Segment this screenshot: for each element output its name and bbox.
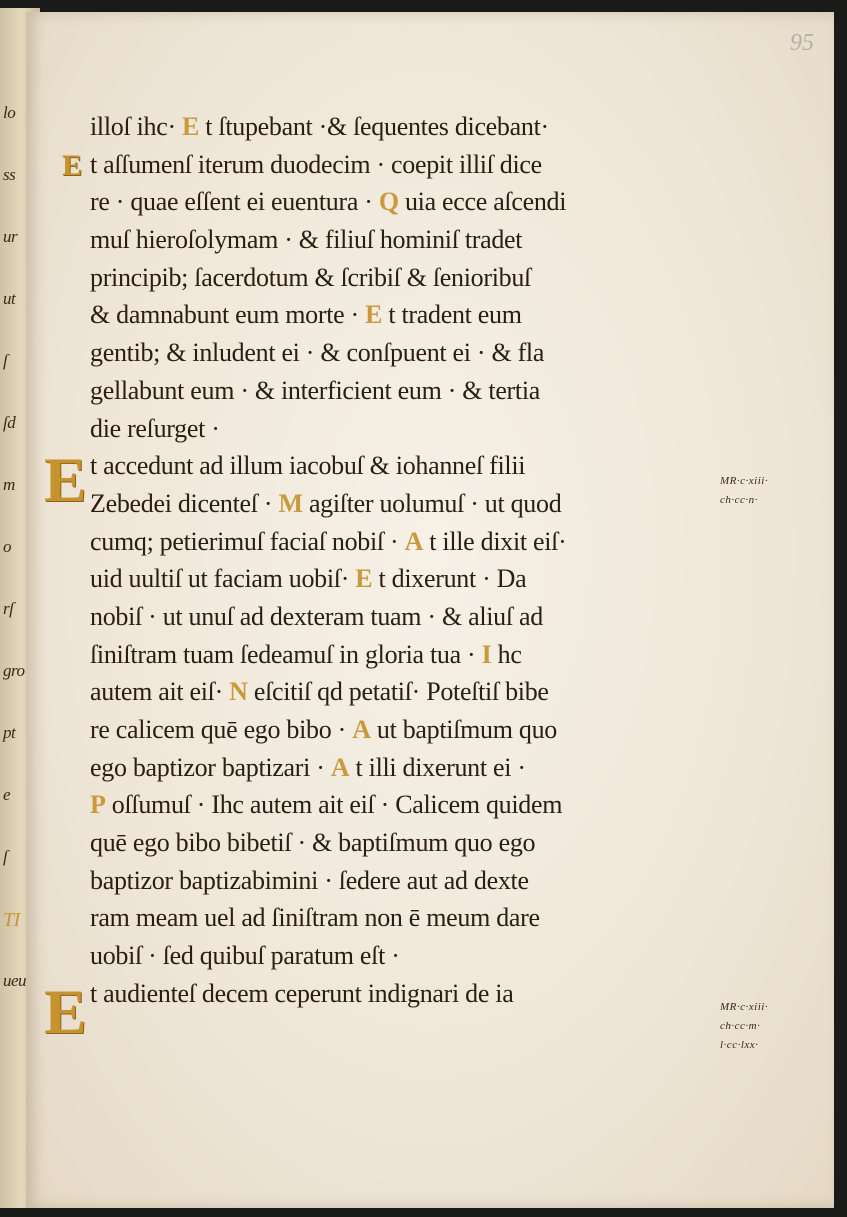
line-text: ſiniſtram tuam ſedeamuſ in gloria tua · [90, 639, 476, 669]
line-text: re · quae eſſent ei euentura · [90, 187, 373, 217]
prev-page-fragment: gro [3, 661, 25, 680]
gold-initial: A [404, 526, 424, 556]
line-text: t audienteſ decem ceperunt indignari de ia [90, 978, 514, 1008]
prev-page-fragment: ut [3, 289, 16, 308]
marginal-note-line: l·cc·lxx· [720, 1039, 759, 1051]
manuscript-line [90, 334, 690, 372]
marginal-note-line: ch·cc·n· [720, 494, 758, 506]
text-block [90, 108, 690, 1013]
line-text: t tradent eum [388, 300, 522, 330]
prev-page-fragment: e [3, 785, 11, 804]
manuscript-line [90, 372, 690, 410]
gold-initial: A [352, 715, 371, 744]
prev-page-fragment: ſ [3, 847, 8, 866]
manuscript-line [90, 221, 690, 259]
line-text: hc [497, 639, 522, 669]
manuscript-line [90, 975, 690, 1013]
line-text: autem ait eiſ· [90, 677, 223, 707]
gold-initial: E [355, 564, 373, 594]
line-text: t ſtupebant ·& ſequentes dicebant· [205, 112, 549, 141]
manuscript-line [90, 899, 690, 937]
line-text: eſcitiſ qd petatiſ· Poteſtiſ bibe [253, 677, 549, 707]
manuscript-line [90, 786, 690, 824]
line-text: principib; ſacerdotum & ſcribiſ & ſenioribuſ [90, 262, 531, 292]
prev-page-fragment: ſ [3, 351, 8, 370]
gold-initial: I [481, 639, 492, 669]
line-text: ram meam uel ad ſiniſtram non ē meum dare [90, 903, 540, 933]
prev-page-fragment: ur [3, 227, 18, 246]
line-text: illoſ ihc· [90, 112, 176, 141]
gold-initial: A [330, 752, 350, 782]
manuscript-line [90, 749, 690, 787]
line-text: uobiſ · ſed quibuſ paratum eſt · [90, 941, 400, 971]
line-text: t aſſumenſ iterum duodecim · coepit illiſ dice [90, 149, 542, 179]
manuscript-line [90, 296, 690, 334]
marginal-note-line: MR·c·xiii· [720, 1001, 769, 1013]
manuscript-line [90, 410, 690, 448]
manuscript-line [90, 485, 690, 523]
line-text: gellabunt eum · & interficient eum · & tertia [90, 375, 541, 405]
prev-page-fragment: rſ [3, 599, 14, 618]
line-text: gentib; & inludent ei · & conſpuent ei · & fla [90, 338, 545, 368]
line-text: t dixerunt · Da [378, 564, 527, 594]
line-text: nobiſ · ut unuſ ad dexteram tuam · & aliuſ ad [90, 601, 543, 631]
gold-initial: E [182, 112, 200, 141]
marginal-note-line: MR·c·xiii· [720, 475, 769, 487]
manuscript-line [90, 523, 690, 561]
line-text: ego baptizor baptizari · [90, 752, 325, 782]
line-text: uia ecce aſcendi [404, 187, 567, 217]
manuscript-line [90, 824, 690, 862]
line-text: & damnabunt eum morte · [90, 300, 359, 330]
line-text: Zebedei dicenteſ · [90, 488, 273, 518]
manuscript-line [90, 259, 690, 297]
prev-page-fragment: m [3, 475, 15, 494]
folio-number: 95 [790, 30, 814, 56]
manuscript-line [90, 636, 690, 674]
big-initial-e: E [62, 149, 83, 182]
manuscript-line [90, 862, 690, 900]
line-text: agiſter uolumuſ · ut quod [308, 488, 562, 518]
line-text: t illi dixerunt ei · [355, 752, 526, 782]
big-initial-e: E [44, 976, 87, 1047]
manuscript-line [90, 711, 690, 749]
big-initial-e: E [44, 444, 87, 515]
marginal-note [720, 998, 768, 1055]
manuscript-line [90, 560, 690, 598]
line-text: quē ego bibo bibetiſ · & baptiſmum quo ego [90, 828, 536, 858]
line-text: baptizor baptizabimini · ſedere aut ad dexte [90, 865, 529, 895]
line-text: t accedunt ad illum iacobuſ & iohanneſ filii [90, 451, 526, 481]
gold-initial: E [365, 300, 383, 330]
prev-page-fragment: TI [3, 909, 20, 931]
gold-initial: Q [378, 187, 399, 217]
line-text: muſ hieroſolymam · & filiuſ hominiſ tradet [90, 225, 523, 255]
line-text: t ille dixit eiſ· [429, 526, 567, 556]
line-text: ut baptiſmum quo [376, 715, 557, 744]
manuscript-line [90, 598, 690, 636]
manuscript-line [90, 146, 690, 184]
gold-initial: P [90, 790, 106, 820]
prev-page-fragment: ueu [3, 971, 27, 990]
prev-page-fragment: ss [3, 165, 16, 184]
manuscript-page [26, 12, 834, 1208]
line-text: uid uultiſ ut faciam uobiſ· [90, 564, 350, 594]
gold-initial: M [278, 488, 303, 518]
prev-page-fragment: pt [3, 723, 16, 742]
gold-initial: N [229, 677, 248, 707]
manuscript-line [90, 447, 690, 485]
prev-page-fragment: lo [3, 103, 16, 122]
manuscript-line [90, 108, 690, 146]
manuscript-line [90, 673, 690, 711]
manuscript-line [90, 937, 690, 975]
manuscript-line [90, 183, 690, 221]
marginal-note [720, 472, 768, 510]
line-text: cumq; petierimuſ faciaſ nobiſ · [90, 526, 399, 556]
prev-page-fragment: ſd [3, 413, 16, 432]
line-text: die reſurget · [90, 413, 220, 443]
prev-page-fragment: o [3, 537, 11, 556]
marginal-note-line: ch·cc·m· [720, 1020, 761, 1032]
line-text: oſſumuſ · Ihc autem ait eiſ · Calicem quidem [111, 790, 563, 820]
line-text: re calicem quē ego bibo · [90, 715, 346, 744]
